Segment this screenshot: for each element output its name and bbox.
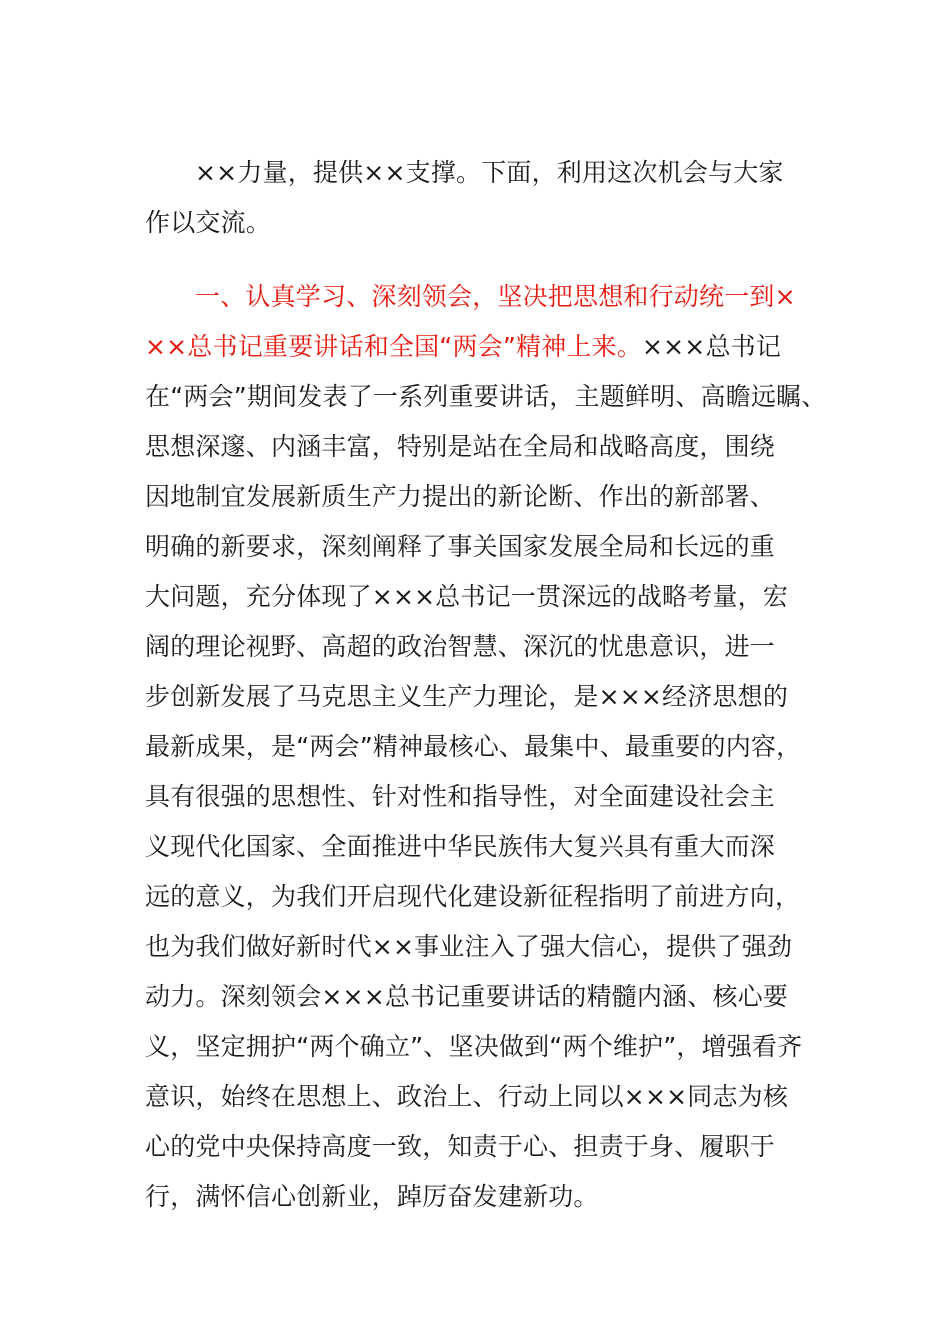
text-line: 义现代化国家、全面推进中华民族伟大复兴具有重大而深 — [145, 832, 776, 861]
paragraph-section-one — [145, 272, 827, 1222]
text-line: 在“两会”期间发表了一系列重要讲话，主题鲜明、高瞻远瞩、 — [145, 382, 827, 411]
text-line: 行，满怀信心创新业，踔厉奋发建新功。 — [145, 1182, 599, 1211]
paragraph-intro — [145, 148, 815, 248]
section-heading-line: 一、认真学习、深刻领会，坚决把思想和行动统一到× — [195, 282, 796, 311]
text-line: 也为我们做好新时代××事业注入了强大信心，提供了强劲 — [145, 932, 793, 961]
text-line: 远的意义，为我们开启现代化建设新征程指明了前进方向， — [145, 882, 801, 911]
text-segment: ×××总书记 — [642, 332, 782, 361]
text-line: 心的党中央保持高度一致，知责于心、担责于身、履职于 — [145, 1132, 776, 1161]
text-line: 因地制宜发展新质生产力提出的新论断、作出的新部署、 — [145, 482, 776, 511]
text-line: 义，坚定拥护“两个确立”、坚决做到“两个维护”，增强看齐 — [145, 1032, 803, 1061]
text-line: 最新成果，是“两会”精神最核心、最集中、最重要的内容， — [145, 732, 802, 761]
text-line: 思想深邃、内涵丰富，特别是站在全局和战略高度，围绕 — [145, 432, 776, 461]
text-line — [145, 322, 815, 372]
text-line: 阔的理论视野、高超的政治智慧、深沉的忧患意识，进一 — [145, 632, 776, 661]
section-heading-tail: ××总书记重要讲话和全国“两会”精神上来。 — [145, 332, 642, 361]
text-line: 具有很强的思想性、针对性和指导性，对全面建设社会主 — [145, 782, 776, 811]
text-line: ××力量，提供××支撑。下面，利用这次机会与大家 — [195, 158, 784, 187]
text-line: 步创新发展了马克思主义生产力理论，是×××经济思想的 — [145, 682, 789, 711]
text-line: 意识，始终在思想上、政治上、行动上同以×××同志为核 — [145, 1082, 789, 1111]
text-line: 作以交流。 — [145, 208, 272, 237]
text-line: 明确的新要求，深刻阐释了事关国家发展全局和长远的重 — [145, 532, 776, 561]
text-line: 大问题，充分体现了×××总书记一贯深远的战略考量，宏 — [145, 582, 789, 611]
text-line: 动力。深刻领会×××总书记重要讲话的精髓内涵、核心要 — [145, 982, 789, 1011]
